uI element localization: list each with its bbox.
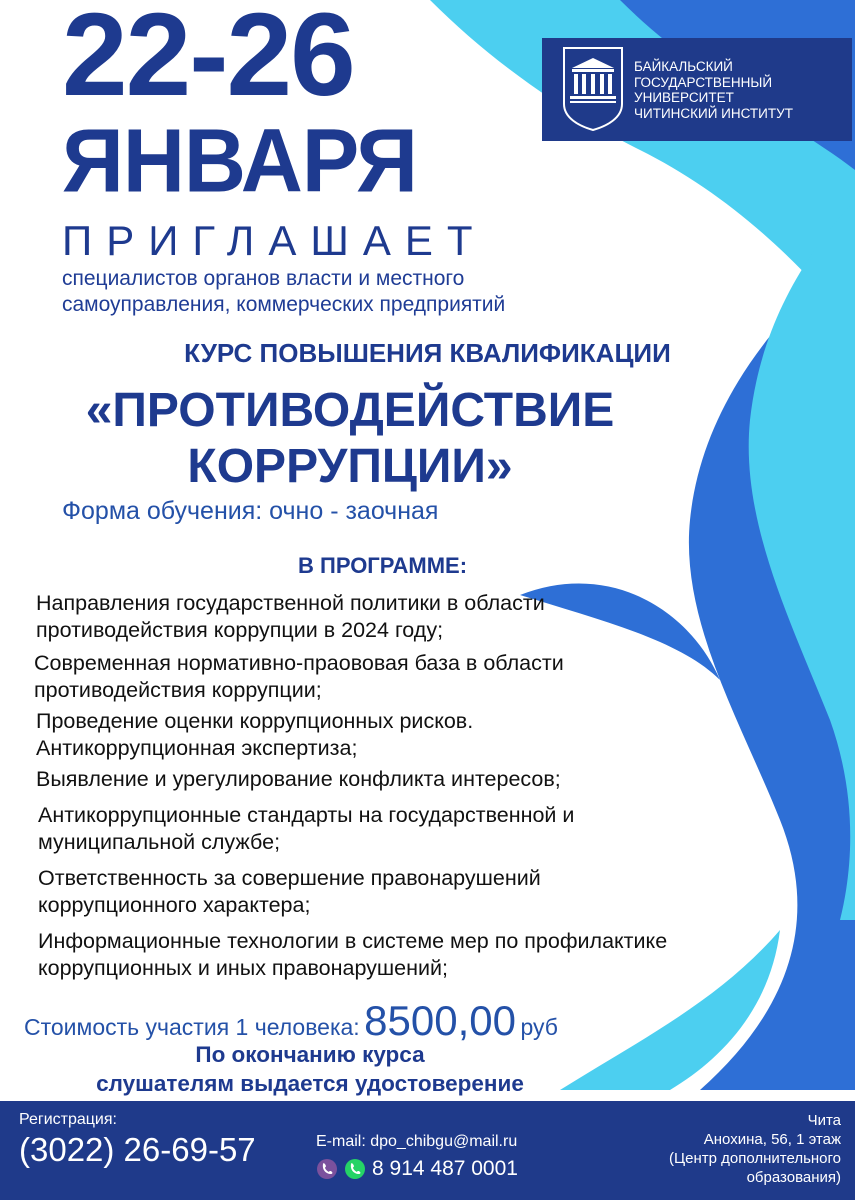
course-type: КУРС ПОВЫШЕНИЯ КВАЛИФИКАЦИИ (184, 338, 671, 368)
registration-label: Регистрация: (19, 1111, 117, 1128)
university-name-line: БАЙКАЛЬСКИЙ (634, 59, 733, 74)
address-line: Анохина, 56, 1 этаж (703, 1131, 841, 1148)
university-building-icon (562, 46, 624, 132)
viber-icon (316, 1158, 338, 1180)
program-item (36, 766, 561, 793)
program-item (38, 865, 541, 919)
program-heading: В ПРОГРАММЕ: (298, 553, 468, 578)
event-dates: 22-26 (62, 0, 354, 121)
program-item-line: Современная нормативно-праововая база в области (34, 651, 564, 675)
footer (0, 1101, 855, 1200)
course-title-line: КОРРУПЦИИ» (187, 440, 513, 493)
certificate-line: слушателям выдается удостоверение (96, 1071, 524, 1096)
program-item-line: муниципальной службе; (38, 830, 281, 854)
program-item (38, 802, 574, 856)
address-line: образования) (746, 1169, 841, 1186)
program-item (34, 650, 564, 704)
target-audience (62, 266, 622, 318)
program-item-line: Антикоррупционная экспертиза; (36, 736, 358, 760)
program-item (36, 590, 545, 644)
program-item-line: Проведение оценки коррупционных рисков. (36, 709, 474, 733)
university-name-line: ЧИТИНСКИЙ ИНСТИТУТ (634, 105, 793, 121)
event-month: ЯНВАРЯ (62, 110, 417, 212)
price-value: 8500,00 (364, 997, 516, 1044)
university-logo (542, 38, 852, 141)
mobile-contact[interactable] (316, 1157, 518, 1181)
certificate-note (0, 1040, 620, 1098)
study-form: Форма обучения: очно - заочная (62, 497, 439, 525)
program-item-line: коррупционных и иных правонарушений; (38, 956, 448, 980)
price-label: Стоимость участия 1 человека: (24, 1014, 360, 1040)
email-contact[interactable]: E-mail: dpo_chibgu@mail.ru (316, 1133, 518, 1150)
invites-heading: ПРИГЛАШАЕТ (62, 217, 487, 264)
mobile-number: 8 914 487 0001 (372, 1157, 518, 1180)
program-item-line: противодействия коррупции в 2024 году; (36, 618, 444, 642)
certificate-line: По окончанию курса (195, 1042, 425, 1067)
university-name-line: ГОСУДАРСТВЕННЫЙ (634, 74, 773, 90)
registration-phone[interactable]: (3022) 26-69-57 (19, 1131, 256, 1168)
price-unit: руб (520, 1014, 558, 1040)
program-item (38, 928, 667, 982)
audience-line: самоуправления, коммерческих предприятий (62, 293, 506, 316)
program-item-line: Направления государственной политики в области (36, 591, 545, 615)
program-item-line: противодействия коррупции; (34, 678, 322, 702)
address (669, 1111, 841, 1187)
audience-line: специалистов органов власти и местного (62, 267, 465, 290)
course-title-line: «ПРОТИВОДЕЙСТВИЕ (85, 384, 615, 437)
university-name (634, 59, 793, 121)
price-line (24, 997, 558, 1045)
program-item-line: Ответственность за совершение правонарушений (38, 866, 541, 890)
address-line: Чита (807, 1112, 841, 1129)
university-name-line: УНИВЕРСИТЕТ (634, 90, 734, 105)
whatsapp-icon (344, 1158, 366, 1180)
program-item-line: Информационные технологии в системе мер по профилактике (38, 929, 668, 953)
program-item-line: Антикоррупционные стандарты на государственной и (38, 803, 575, 827)
course-title (0, 383, 700, 495)
program-item (36, 708, 473, 762)
address-line: (Центр дополнительного (669, 1150, 841, 1167)
program-item-line: коррупционного характера; (38, 893, 311, 917)
program-item-line: Выявление и урегулирование конфликта интересов; (36, 767, 561, 791)
